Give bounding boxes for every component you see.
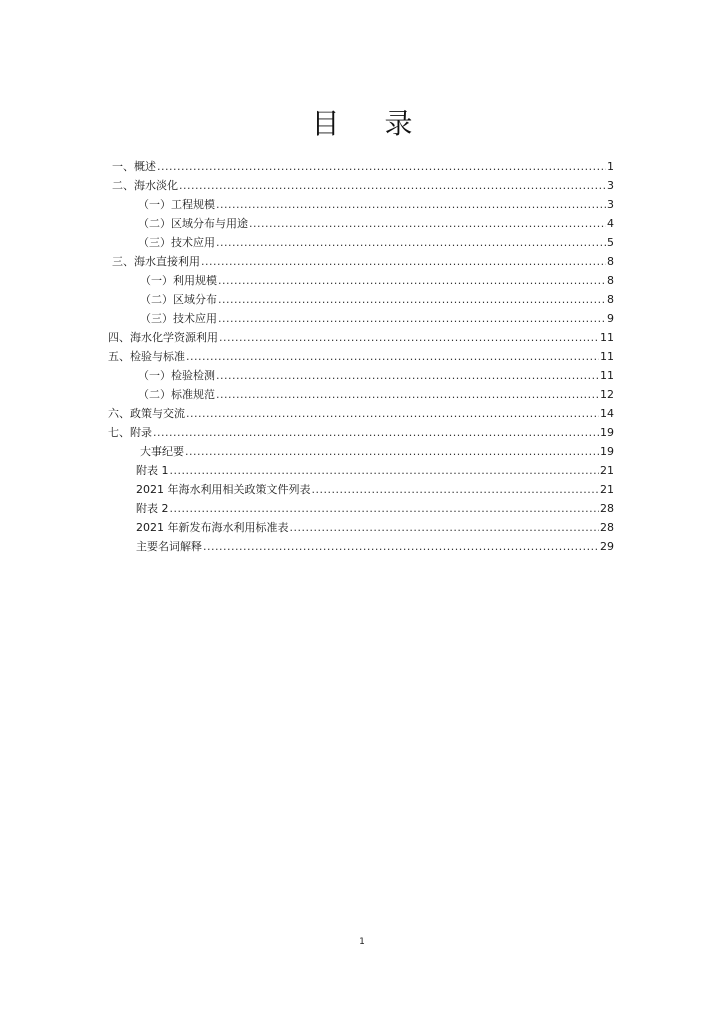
toc-entry-label: 附表 1	[136, 464, 169, 477]
toc-entry-label: 2021 年海水利用相关政策文件列表	[136, 483, 311, 496]
toc-dot-leader	[216, 385, 599, 404]
toc-entry-policy-exchange[interactable]	[108, 404, 614, 423]
toc-entry-label: 主要名词解释	[136, 540, 202, 553]
toc-page-number: 8	[607, 293, 614, 306]
toc-dot-leader	[186, 404, 599, 423]
toc-entry-label: （二）区域分布	[140, 293, 217, 306]
toc-dot-leader	[218, 290, 606, 309]
toc-entry-glossary[interactable]	[136, 537, 614, 556]
toc-page-number: 3	[607, 179, 614, 192]
toc-page-number: 9	[607, 312, 614, 325]
toc-entry-label: 大事纪要	[140, 445, 184, 458]
toc-entry-direct-use-distribution[interactable]	[140, 290, 614, 309]
toc-page-number: 28	[600, 521, 614, 534]
toc-page-number: 19	[600, 426, 614, 439]
toc-dot-leader	[216, 366, 599, 385]
toc-entry-desalination-technology[interactable]	[138, 233, 614, 252]
toc-dot-leader	[179, 176, 606, 195]
toc-page-number: 4	[607, 217, 614, 230]
toc-page-number: 12	[600, 388, 614, 401]
toc-dot-leader	[157, 157, 606, 176]
toc-dot-leader	[201, 252, 606, 271]
toc-entry-label: （一）工程规模	[138, 198, 215, 211]
toc-page-number: 1	[607, 160, 614, 173]
toc-page-number: 21	[600, 483, 614, 496]
toc-entry-label: （二）区域分布与用途	[138, 217, 248, 230]
toc-page-number: 11	[600, 350, 614, 363]
page-title: 目 录	[311, 107, 431, 140]
toc-entry-label: 一、概述	[112, 160, 156, 173]
toc-entry-label: （一）检验检测	[138, 369, 215, 382]
toc-entry-label: 六、政策与交流	[108, 407, 185, 420]
toc-entry-label: 附表 2	[136, 502, 169, 515]
toc-entry-desalination-distribution[interactable]	[138, 214, 614, 233]
toc-entry-label: 五、检验与标准	[108, 350, 185, 363]
toc-dot-leader	[216, 195, 606, 214]
toc-dot-leader	[170, 461, 600, 480]
toc-dot-leader	[203, 537, 599, 556]
toc-entry-desalination-scale[interactable]	[138, 195, 614, 214]
toc-entry-standards-list[interactable]	[136, 518, 614, 537]
page-footer-number: 1	[359, 937, 365, 947]
toc-page-number: 8	[607, 274, 614, 287]
toc-page-number: 21	[600, 464, 614, 477]
toc-entry-chronicle[interactable]	[140, 442, 614, 461]
toc-entry-table-2[interactable]	[136, 499, 614, 518]
toc-entry-label: （三）技术应用	[138, 236, 215, 249]
toc-dot-leader	[185, 442, 599, 461]
toc-page-number: 11	[600, 331, 614, 344]
toc-entry-label: 2021 年新发布海水利用标准表	[136, 521, 289, 534]
toc-entry-inspection-standards[interactable]	[108, 347, 614, 366]
toc-dot-leader	[216, 233, 606, 252]
toc-entry-label: （二）标准规范	[138, 388, 215, 401]
toc-dot-leader	[219, 328, 599, 347]
toc-entry-desalination[interactable]	[112, 176, 614, 195]
toc-entry-label: 七、附录	[108, 426, 152, 439]
toc-entry-policy-list[interactable]	[136, 480, 614, 499]
toc-entry-appendix[interactable]	[108, 423, 614, 442]
toc-entry-label: （一）利用规模	[140, 274, 217, 287]
toc-page-number: 14	[600, 407, 614, 420]
toc-dot-leader	[249, 214, 606, 233]
toc-dot-leader	[153, 423, 599, 442]
toc-page-number: 11	[600, 369, 614, 382]
toc-page-number: 19	[600, 445, 614, 458]
toc-page-number: 5	[607, 236, 614, 249]
toc-entry-overview[interactable]	[112, 157, 614, 176]
toc-entry-label: 四、海水化学资源利用	[108, 331, 218, 344]
toc-entry-standards-specs[interactable]	[138, 385, 614, 404]
toc-page-number: 28	[600, 502, 614, 515]
table-of-contents	[0, 157, 724, 556]
toc-entry-direct-use[interactable]	[112, 252, 614, 271]
toc-dot-leader	[218, 271, 606, 290]
toc-entry-chemical-resources[interactable]	[108, 328, 614, 347]
toc-page-number: 3	[607, 198, 614, 211]
toc-page-number: 29	[600, 540, 614, 553]
toc-entry-label: （三）技术应用	[140, 312, 217, 325]
toc-page-number: 8	[607, 255, 614, 268]
toc-dot-leader	[170, 499, 600, 518]
toc-dot-leader	[290, 518, 600, 537]
toc-entry-label: 二、海水淡化	[112, 179, 178, 192]
toc-dot-leader	[312, 480, 600, 499]
toc-entry-direct-use-technology[interactable]	[140, 309, 614, 328]
toc-entry-label: 三、海水直接利用	[112, 255, 200, 268]
toc-dot-leader	[186, 347, 599, 366]
toc-entry-direct-use-scale[interactable]	[140, 271, 614, 290]
toc-entry-table-1[interactable]	[136, 461, 614, 480]
toc-entry-inspection-testing[interactable]	[138, 366, 614, 385]
toc-dot-leader	[218, 309, 606, 328]
